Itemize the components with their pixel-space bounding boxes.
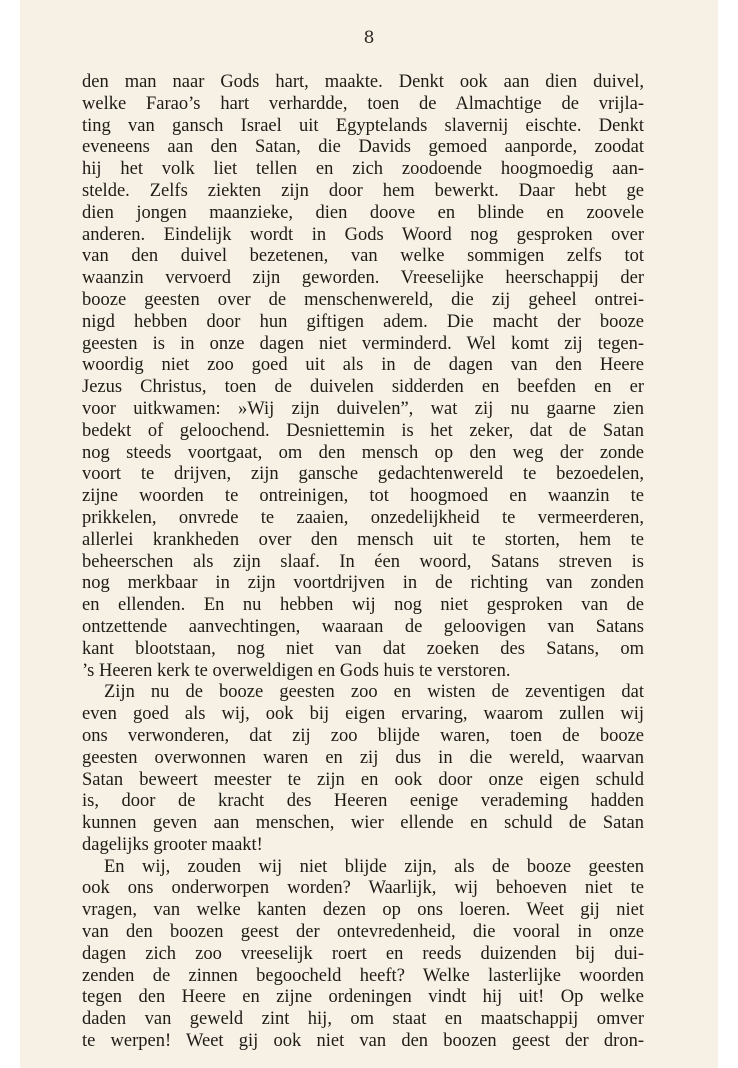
text-line: tegen den Heere en zijne ordeningen vindt hij uit! Op welke: [82, 987, 644, 1008]
text-line: bedekt of geloochend. Desniettemin is het zeker, dat de Satan: [82, 420, 644, 441]
text-line: stelde. Zelfs ziekten zijn door hem bewerkt. Daar hebt ge: [82, 180, 644, 201]
text-line: woordig niet zoo goed uit als in de dagen van den Heere: [82, 355, 644, 376]
text-line: ’s Heeren kerk te overweldigen en Gods huis te verstoren.: [82, 660, 511, 681]
text-line: geesten overwonnen waren en zij dus in die wereld, waarvan: [82, 747, 644, 768]
text-line: welke Farao’s hart verhardde, toen de Almachtige de vrijla-: [82, 93, 644, 114]
text-line: prikkelen, onvrede te zaaien, onzedelijkheid te vermeerderen,: [82, 507, 644, 528]
text-line: ontzettende aanvechtingen, waaraan de geloovigen van Satans: [82, 616, 644, 637]
text-line: Jezus Christus, toen de duivelen sidderden en beefden en er: [82, 377, 644, 398]
text-line: ting van gansch Israel uit Egyptelands slavernij eischte. Denkt: [82, 115, 644, 136]
text-line: geesten is in onze dagen niet verminderd. Wel komt zij tegen-: [82, 333, 644, 354]
text-line: booze geesten over de menschenwereld, die zij geheel ontrei-: [82, 289, 644, 310]
text-line: voor uitkwamen: »Wij zijn duivelen”, wat zij nu gaarne zien: [82, 398, 644, 419]
paragraph-start-line: En wij, zouden wij niet blijde zijn, als de booze geesten: [104, 856, 644, 877]
text-line: den man naar Gods hart, maakte. Denkt ook aan dien duivel,: [82, 72, 644, 92]
book-page: [20, 0, 718, 1068]
page-number: 8: [363, 28, 375, 48]
text-line: en ellenden. En nu hebben wij nog niet gesproken van de: [82, 595, 644, 616]
text-line: ons verwonderen, dat zij zoo blijde waren, toen de booze: [82, 725, 644, 746]
text-line: allerlei krankheden over den mensch uit te storten, hem te: [82, 529, 644, 550]
text-line: te werpen! Weet gij ook niet van den boozen geest der dron-: [82, 1031, 644, 1052]
text-line: van den duivel bezetenen, van welke sommigen zelfs tot: [82, 246, 644, 267]
text-line: dien jongen maanzieke, dien doove en blinde en zoovele: [82, 202, 644, 223]
text-line: waanzin vervoerd zijn geworden. Vreeselijke heerschappij der: [82, 268, 644, 289]
text-line: beheerschen als zijn slaaf. In éen woord, Satans streven is: [82, 551, 644, 572]
text-line: is, door de kracht des Heeren eenige verademing hadden: [82, 791, 644, 812]
text-line: nog merkbaar in zijn voortdrijven in de richting van zonden: [82, 573, 644, 594]
text-line: vragen, van welke kanten dezen op ons loeren. Weet gij niet: [82, 900, 644, 921]
body-text: [82, 72, 644, 1053]
text-line: voort te drijven, zijn gansche gedachtenwereld te bezoedelen,: [82, 464, 644, 485]
text-line: kant blootstaan, nog niet van dat zoeken des Satans, om: [82, 638, 644, 659]
text-line: hij het volk liet tellen en zich zoodoende hoogmoedig aan-: [82, 159, 644, 180]
text-line: dagelijks grooter maakt!: [82, 834, 263, 855]
text-line: even goed als wij, ook bij eigen ervaring, waarom zullen wij: [82, 704, 644, 725]
text-line: dagen zich zoo vreeselijk roert en reeds duizenden bij dui-: [82, 943, 644, 964]
text-line: eveneens aan den Satan, die Davids gemoed aanporde, zoodat: [82, 137, 644, 158]
text-line: kunnen geven aan menschen, wier ellende en schuld de Satan: [82, 813, 644, 834]
text-line: van den boozen geest der ontevredenheid, die vooral in onze: [82, 922, 644, 943]
text-line: zenden de zinnen begoocheld heeft? Welke lasterlijke woorden: [82, 965, 644, 986]
text-line: anderen. Eindelijk wordt in Gods Woord nog gesproken over: [82, 224, 644, 245]
text-line: daden van geweld zint hij, om staat en maatschappij omver: [82, 1009, 644, 1030]
paragraph-start-line: Zijn nu de booze geesten zoo en wisten de zeventigen dat: [104, 682, 644, 703]
text-line: Satan beweert meester te zijn en ook door onze eigen schuld: [82, 769, 644, 790]
text-line: nog steeds voortgaat, om den mensch op den weg der zonde: [82, 442, 644, 463]
text-line: nigd hebben door hun giftigen adem. Die macht der booze: [82, 311, 644, 332]
text-line: zijne woorden te ontreinigen, tot hoogmoed en waanzin te: [82, 486, 644, 507]
text-line: ook ons onderworpen worden? Waarlijk, wij behoeven niet te: [82, 878, 644, 899]
